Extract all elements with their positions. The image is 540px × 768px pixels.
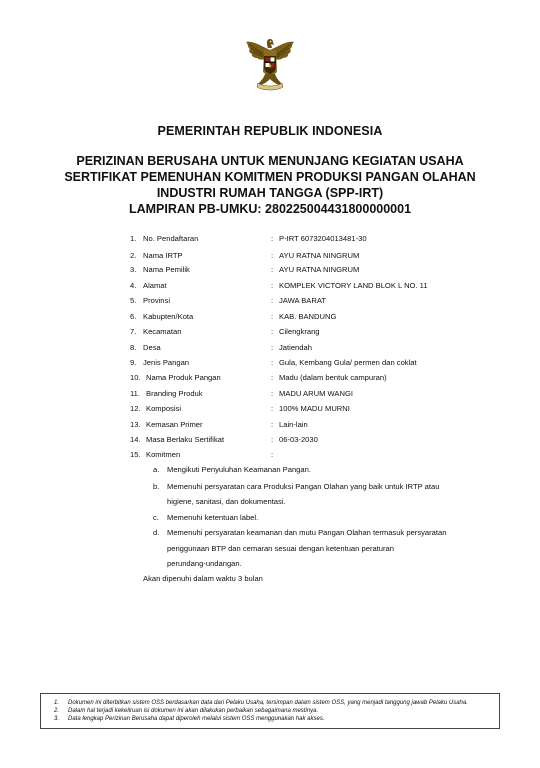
commitment-text-continued: penggunaan BTP dan cemaran sesuai dengan ketentuan peraturan xyxy=(167,544,395,553)
field-number: 7. xyxy=(130,327,137,336)
field-value: 100% MADU MURNI xyxy=(279,404,350,413)
commitment-letter: d. xyxy=(153,528,160,537)
field-row-masa-berlaku xyxy=(0,434,540,446)
footnote-number: 2. xyxy=(54,708,60,714)
field-label: Kecamatan xyxy=(143,327,182,336)
field-colon: : xyxy=(271,435,274,444)
field-colon: : xyxy=(271,343,274,352)
field-number: 9. xyxy=(130,358,137,367)
field-row-nama-irtp xyxy=(0,250,540,262)
commitment-text: Mengikuti Penyuluhan Keamanan Pangan. xyxy=(167,465,311,474)
title-line: INDUSTRI RUMAH TANGGA (SPP-IRT) xyxy=(156,186,384,200)
commitment-text-continued: higiene, sanitasi, dan dokumentasi. xyxy=(167,497,286,506)
field-row-provinsi xyxy=(0,295,540,307)
footnote-number: 1. xyxy=(54,700,60,706)
field-number: 8. xyxy=(130,343,137,352)
title-line: PERIZINAN BERUSAHA UNTUK MENUNJANG KEGIATAN USAHA xyxy=(76,154,464,168)
field-value: 06-03-2030 xyxy=(279,435,318,444)
field-label: No. Pendaftaran xyxy=(143,234,199,243)
field-number: 10. xyxy=(130,373,141,382)
field-colon: : xyxy=(271,296,274,305)
certificate-title xyxy=(20,153,520,217)
field-label: Nama Produk Pangan xyxy=(146,373,221,382)
field-number: 3. xyxy=(130,265,137,274)
field-label: Alamat xyxy=(143,281,167,290)
field-colon: : xyxy=(271,404,274,413)
field-row-nama-pemilik xyxy=(0,264,540,276)
field-value: AYU RATNA NINGRUM xyxy=(279,251,360,260)
field-label: Nama Pemilik xyxy=(143,265,190,274)
footnote-text: Dalam hal terjadi kekeliruan isi dokumen ini akan dilakukan perbaikan sebagaimana mestinya. xyxy=(68,708,319,714)
field-colon: : xyxy=(271,234,274,243)
field-number: 11. xyxy=(130,389,140,398)
field-number: 15. xyxy=(130,450,141,459)
field-label: Nama IRTP xyxy=(143,251,183,260)
field-value: Madu (dalam bentuk campuran) xyxy=(279,373,387,382)
field-number: 4. xyxy=(130,281,137,290)
field-colon: : xyxy=(271,389,274,398)
field-label: Jenis Pangan xyxy=(143,358,190,367)
field-value: Gula, Kembang Gula/ permen dan coklat xyxy=(279,358,417,367)
field-label: Masa Berlaku Sertifikat xyxy=(146,435,225,444)
government-heading: PEMERINTAH REPUBLIK INDONESIA xyxy=(157,124,383,138)
commitment-letter: b. xyxy=(153,482,160,491)
field-colon: : xyxy=(271,281,274,290)
field-colon: : xyxy=(271,265,274,274)
field-colon: : xyxy=(271,358,274,367)
field-colon: : xyxy=(271,327,274,336)
title-line: SERTIFIKAT PEMENUHAN KOMITMEN PRODUKSI PANGAN OLAHAN xyxy=(64,170,476,184)
field-row-kecamatan xyxy=(0,326,540,338)
field-value: AYU RATNA NINGRUM xyxy=(279,265,360,274)
field-value: P-IRT 6073204013481-30 xyxy=(279,234,367,243)
commitment-text: Memenuhi persyaratan cara Produksi Pangan Olahan yang baik untuk IRTP atau xyxy=(167,482,440,491)
field-number: 13. xyxy=(130,420,141,429)
field-row-desa xyxy=(0,342,540,354)
field-row-no-pendaftaran xyxy=(0,233,540,245)
commitment-text: Memenuhi ketentuan label. xyxy=(167,513,259,522)
field-number: 12. xyxy=(130,404,141,413)
footnote-text: Dokumen ini diterbitkan sistem OSS berdasarkan data dari Pelaku Usaha, tersimpan dalam sistem OSS, yang menjadi tanggung jawab Pelaku Usaha. xyxy=(68,700,468,706)
footnote-text: Data lengkap Perizinan Berusaha dapat diperoleh melalui sistem OSS menggunakan hak akses. xyxy=(68,716,325,722)
field-number: 1. xyxy=(130,234,137,243)
field-colon: : xyxy=(271,450,274,459)
field-label: Branding Produk xyxy=(146,389,203,398)
field-value: MADU ARUM WANGI xyxy=(279,389,353,398)
field-row-nama-produk-pangan xyxy=(0,372,540,384)
field-value: Cilengkrang xyxy=(279,327,320,336)
field-value: KAB. BANDUNG xyxy=(279,312,337,321)
field-number: 2. xyxy=(130,251,137,260)
field-number: 14. xyxy=(130,435,141,444)
field-row-branding-produk xyxy=(0,388,540,400)
field-label: Komitmen xyxy=(146,450,181,459)
field-value: Jatiendah xyxy=(279,343,312,352)
commitment-deadline-note: Akan dipenuhi dalam waktu 3 bulan xyxy=(143,574,263,583)
field-colon: : xyxy=(271,312,274,321)
footnote-number: 3. xyxy=(54,716,60,722)
commitment-letter: c. xyxy=(153,513,159,522)
field-label: Kabupten/Kota xyxy=(143,312,194,321)
field-value: KOMPLEK VICTORY LAND BLOK L NO. 11 xyxy=(279,281,428,290)
field-label: Kemasan Primer xyxy=(146,420,203,429)
field-colon: : xyxy=(271,251,274,260)
field-label: Komposisi xyxy=(146,404,182,413)
field-value: Lain-lain xyxy=(279,420,308,429)
field-value: JAWA BARAT xyxy=(279,296,326,305)
commitment-text-continued: perundang-undangan. xyxy=(167,559,242,568)
field-row-jenis-pangan xyxy=(0,357,540,369)
commitment-text: Memenuhi persyaratan keamanan dan mutu Pangan Olahan termasuk persyaratan xyxy=(167,528,447,537)
field-row-alamat xyxy=(0,280,540,292)
field-row-komitmen xyxy=(0,449,540,461)
footnotes-box xyxy=(40,693,500,729)
field-row-komposisi xyxy=(0,403,540,415)
commitment-letter: a. xyxy=(153,465,160,474)
field-row-kabupaten-kota xyxy=(0,311,540,323)
title-line-lampiran-number: LAMPIRAN PB-UMKU: 280225004431800000001 xyxy=(128,202,412,216)
field-number: 6. xyxy=(130,312,137,321)
field-label: Provinsi xyxy=(143,296,171,305)
field-row-kemasan-primer xyxy=(0,419,540,431)
garuda-emblem-icon xyxy=(243,36,297,92)
field-colon: : xyxy=(271,373,274,382)
field-number: 5. xyxy=(130,296,137,305)
field-colon: : xyxy=(271,420,274,429)
field-label: Desa xyxy=(143,343,161,352)
